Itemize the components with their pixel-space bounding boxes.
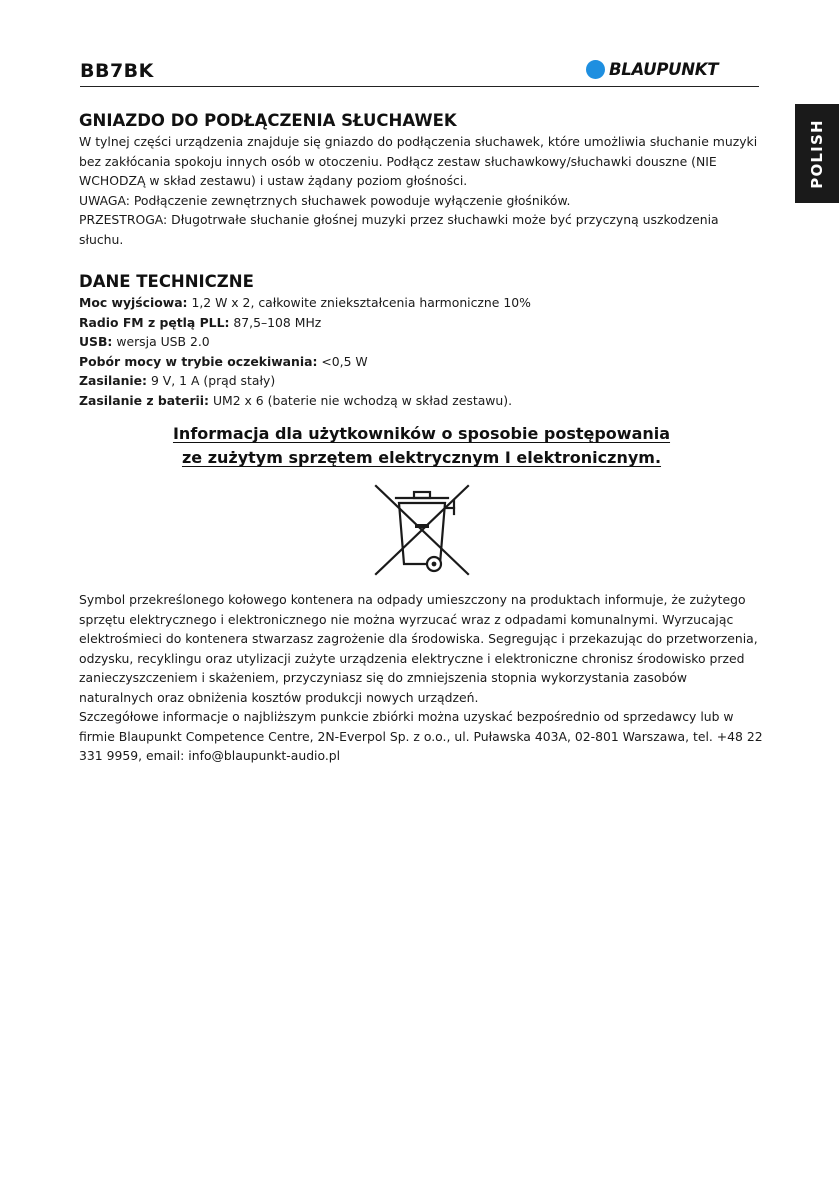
spec-value: UM2 x 6 (baterie nie wchodzą w skład zestawu). (209, 392, 513, 408)
weee-line: firmie Blaupunkt Competence Centre, 2N-Everpol Sp. z o.o., ul. Puławska 403A, 02-801 Warszawa, tel. +48 22 (79, 728, 763, 744)
spec-row (79, 371, 764, 391)
spec-label: Zasilanie z baterii: (79, 392, 210, 408)
language-tab-label: POLISH (808, 118, 826, 189)
spec-value: wersja USB 2.0 (112, 334, 210, 349)
brand-logo (586, 58, 718, 80)
brand-name: BLAUPUNKT (609, 59, 719, 79)
weee-line: zanieczyszczeniem i skażeniem, przyczyniasz się do zmniejszenia stopnia wykorzystania zasobów (79, 670, 688, 685)
weee-heading-line: Informacja dla użytkowników o sposobie postępowania (172, 424, 671, 443)
specs-heading: DANE TECHNICZNE (79, 272, 254, 291)
model-number: BB7BK (80, 60, 154, 82)
weee-line: Symbol przekreślonego kołowego kontenera na odpady umieszczony na produktach informuje, że zużytego (79, 592, 746, 607)
weee-section (79, 422, 764, 766)
headphones-line: W tylnej części urządzenia znajduje się gniazdo do podłączenia słuchawek, które umożliwia słuchanie muzyki (79, 134, 758, 149)
crossed-out-bin-icon (374, 484, 470, 576)
weee-heading (79, 422, 764, 470)
weee-line: naturalnych oraz obniżenia kosztów produkcji nowych urządzeń. (79, 689, 479, 705)
weee-contact-line: 331 9959, email: info@blaupunkt-audio.pl (79, 748, 341, 763)
specs-section (79, 271, 764, 410)
spec-label: Radio FM z pętlą PLL: (79, 314, 230, 330)
spec-row (79, 352, 764, 372)
headphones-section (79, 110, 764, 249)
weee-line: elektrośmieci do kontenera stwarzasz zagrożenie dla środowiska. Segregując i przekazując do przetworzenia, (79, 631, 758, 646)
weee-line: Szczegółowe informacje o najbliższym punkcie zbiórki można uzyskać bezpośrednio od sprzedawcy lub w (79, 709, 734, 724)
spec-value: 1,2 W x 2, całkowite zniekształcenia harmoniczne 10% (187, 295, 531, 310)
spec-value: <0,5 W (317, 353, 368, 369)
brand-dot-icon (586, 60, 605, 79)
spec-row (79, 313, 764, 333)
weee-heading-line: ze zużytym sprzętem elektrycznym I elektronicznym. (181, 448, 662, 467)
spec-label: Moc wyjściowa: (79, 295, 188, 310)
headphones-heading: GNIAZDO DO PODŁĄCZENIA SŁUCHAWEK (79, 111, 457, 130)
headphones-line: bez zakłócania spokoju innych osób w otoczeniu. Podłącz zestaw słuchawkowy/słuchawki douszne (NIE (79, 153, 717, 169)
weee-icon-container (79, 484, 764, 576)
header-divider (80, 86, 759, 87)
spec-row (79, 332, 764, 352)
page-content (79, 110, 764, 766)
headphones-warning: UWAGA: Podłączenie zewnętrznych słuchawek powoduje wyłączenie głośników. (79, 192, 571, 208)
headphones-caution: PRZESTROGA: Długotrwałe słuchanie głośnej muzyki przez słuchawki może być przyczyną uszkodzenia (79, 212, 719, 227)
spec-value: 9 V, 1 A (prąd stały) (147, 373, 276, 388)
weee-line: sprzętu elektrycznego i elektronicznego nie można wyrzucać wraz z odpadami komunalnymi. Wyrzucając (79, 611, 734, 627)
spec-value: 87,5–108 MHz (229, 314, 322, 330)
language-tab (795, 104, 839, 203)
spec-row (79, 293, 764, 313)
spec-row (79, 391, 764, 411)
spec-label: Zasilanie: (79, 373, 148, 388)
headphones-line: WCHODZĄ w skład zestawu) i ustaw żądany poziom głośności. (79, 173, 468, 188)
headphones-line: słuchu. (79, 231, 124, 247)
weee-text (79, 590, 764, 766)
spec-label: Pobór mocy w trybie oczekiwania: (79, 353, 318, 369)
spec-label: USB: (79, 334, 113, 349)
weee-line: odzysku, recyklingu oraz utylizacji zużyte urządzenia elektryczne i elektroniczne chronisz środowisko przed (79, 650, 745, 666)
